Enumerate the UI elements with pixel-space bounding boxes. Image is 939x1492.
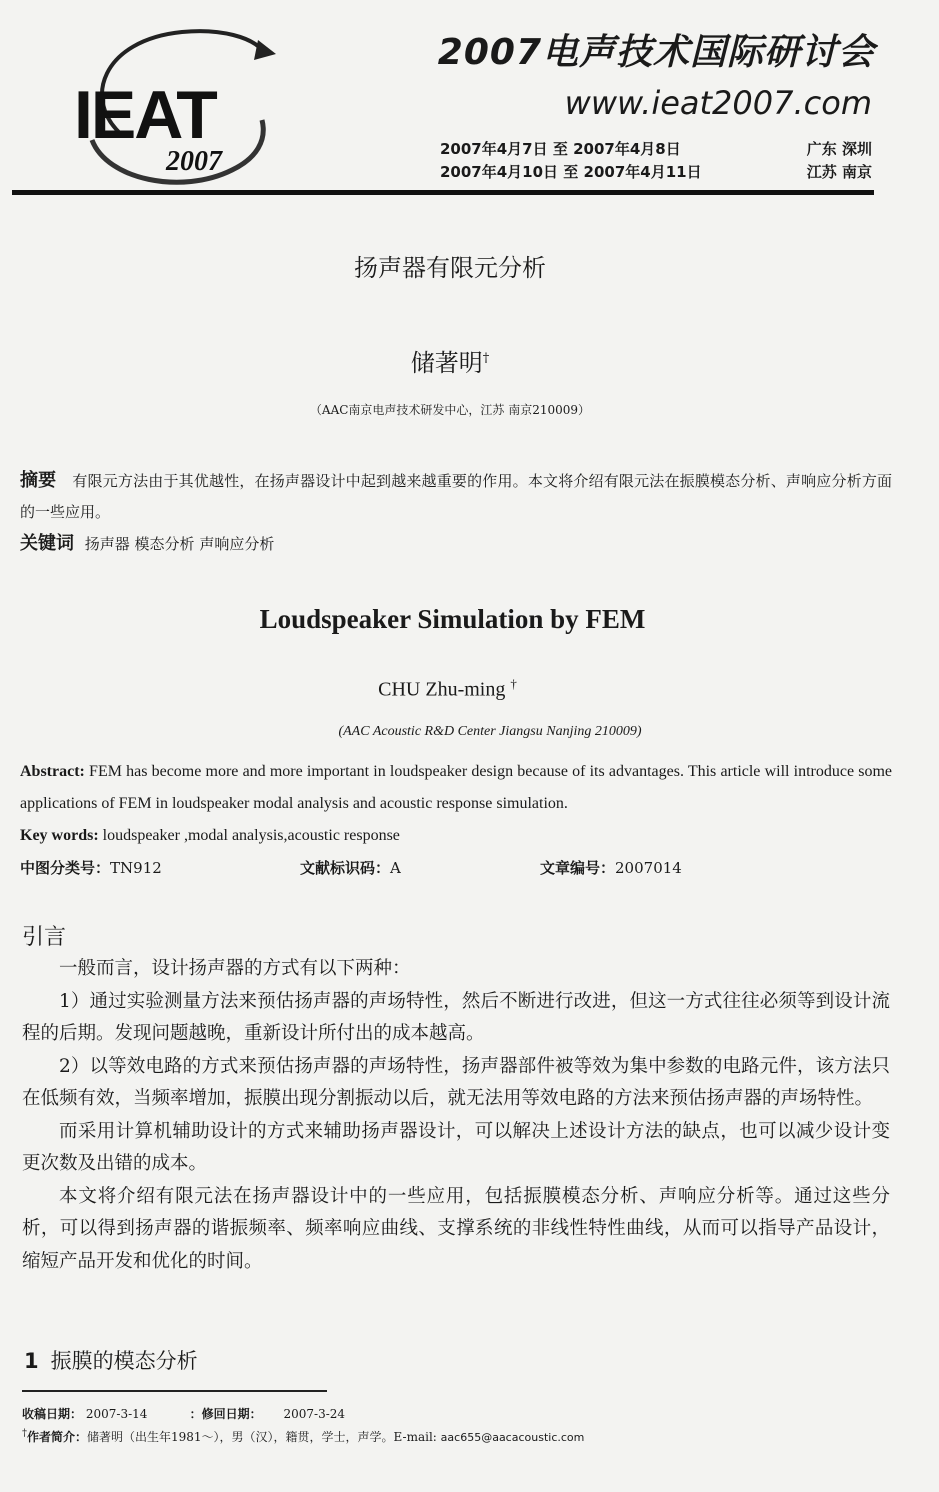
- bio-text: 储著明（出生年1981～），男（汉），籍贯，学士，声学。E-mail:: [87, 1430, 441, 1444]
- abstract-en-label: Abstract:: [20, 763, 85, 780]
- doc-code: [300, 854, 401, 882]
- bio-label: 作者简介：: [27, 1430, 88, 1444]
- author-en-mark: †: [510, 676, 517, 691]
- clc-code: [20, 854, 162, 882]
- paragraph-4: 而采用计算机辅助设计的方式来辅助扬声器设计，可以解决上述设计方法的缺点，也可以减少设计变更次数及出错的成本。: [22, 1120, 890, 1174]
- footnote-mark: †: [22, 1428, 27, 1439]
- abstract-cn: [20, 465, 892, 528]
- intro-body: [22, 953, 890, 1278]
- keywords-en-label: Key words:: [20, 827, 99, 844]
- keywords-cn: [20, 530, 892, 558]
- section-1-number: 1: [24, 1349, 39, 1373]
- abstract-cn-label: 摘要: [20, 470, 57, 491]
- article-no-value: 2007014: [615, 859, 682, 877]
- date-range-1: 2007年4月7日 至 2007年4月8日: [440, 140, 681, 158]
- intro-heading: 引言: [22, 925, 67, 950]
- paper-title-cn: 扬声器有限元分析: [354, 254, 546, 282]
- footnote-dates: [22, 1404, 902, 1424]
- section-1-heading: [24, 1345, 198, 1375]
- logo-year: 2007: [166, 146, 222, 177]
- section-1-title: 振膜的模态分析: [50, 1349, 198, 1373]
- ieat-2007-logo: [62, 20, 277, 195]
- doc-code-label: 文献标识码：: [300, 859, 391, 877]
- received-label: 收稿日期：: [22, 1407, 83, 1421]
- revised-label: ：修回日期：: [189, 1407, 262, 1421]
- doc-code-value: A: [390, 859, 401, 877]
- author-cn-mark: †: [482, 351, 490, 366]
- paragraph-3: 2）以等效电路的方式来预估扬声器的声场特性，扬声器部件被等效为集中参数的电路元件，该方法只在低频有效，当频率增加，振膜出现分割振动以后，就无法用等效电路的方法来预估扬声器的声场特性。: [22, 1055, 890, 1109]
- footnote-divider: [22, 1390, 327, 1392]
- date-place-2: 江苏 南京: [806, 163, 872, 181]
- logo-text: IEAT: [74, 77, 216, 153]
- author-cn: [0, 343, 900, 378]
- keywords-en: [20, 822, 892, 850]
- footnote-bio: [22, 1424, 902, 1448]
- author-en: [0, 676, 895, 702]
- author-cn-name: 储著明: [410, 349, 483, 377]
- abstract-en: [20, 756, 892, 820]
- paragraph-1: 一般而言，设计扬声器的方式有以下两种：: [59, 958, 411, 979]
- article-number: [540, 854, 682, 882]
- conference-title: 2007电声技术国际研讨会: [437, 32, 875, 73]
- paragraph-5: 本文将介绍有限元法在扬声器设计中的一些应用，包括振膜模态分析、声响应分析等。通过这些分析，可以得到扬声器的谐振频率、频率响应曲线、支撑系统的非线性特性曲线，从而可以指导产品设计，缩短产品开发和优化的时间。: [22, 1185, 890, 1272]
- conference-dates: [440, 138, 872, 184]
- article-no-label: 文章编号：: [540, 859, 616, 877]
- keywords-cn-text: 扬声器 模态分析 声响应分析: [84, 535, 275, 553]
- keywords-cn-label: 关键词: [20, 533, 74, 554]
- keywords-en-text: loudspeaker ,modal analysis,acoustic response: [102, 827, 400, 844]
- date-place-1: 广东 深圳: [806, 140, 872, 158]
- clc-label: 中图分类号：: [20, 859, 111, 877]
- author-en-name: CHU Zhu-ming: [378, 678, 506, 701]
- date-range-2: 2007年4月10日 至 2007年4月11日: [440, 163, 702, 181]
- conference-website[interactable]: www.ieat2007.com: [564, 84, 872, 122]
- abstract-en-text: FEM has become more and more important in loudspeaker design because of its advantages. This article will introduce some applications of FEM in loudspeaker modal analysis and acoustic response simulation.: [20, 763, 892, 812]
- received-value: 2007-3-14: [85, 1407, 148, 1421]
- abstract-cn-text: 有限元方法由于其优越性，在扬声器设计中起到越来越重要的作用。本文将介绍有限元法在振膜模态分析、声响应分析方面的一些应用。: [20, 472, 893, 521]
- author-email[interactable]: aac655@aacacoustic.com: [440, 1431, 585, 1444]
- paragraph-2: 1）通过实验测量方法来预估扬声器的声场特性，然后不断进行改进，但这一方式往往必须等到设计流程的后期。发现问题越晚，重新设计所付出的成本越高。: [22, 990, 890, 1044]
- revised-value: 2007-3-24: [283, 1407, 346, 1421]
- affiliation-cn: （AAC南京电声技术研发中心，江苏 南京210009）: [309, 403, 591, 417]
- date-row-1: [440, 138, 872, 161]
- logo-arrow-head: [254, 40, 276, 60]
- footnote: [22, 1404, 902, 1448]
- paper-title-en: Loudspeaker Simulation by FEM: [259, 604, 646, 634]
- date-row-2: [440, 161, 872, 184]
- header-divider: [12, 190, 874, 195]
- affiliation-en: (AAC Acoustic R&D Center Jiangsu Nanjing 210009): [338, 724, 642, 739]
- clc-value: TN912: [110, 859, 162, 877]
